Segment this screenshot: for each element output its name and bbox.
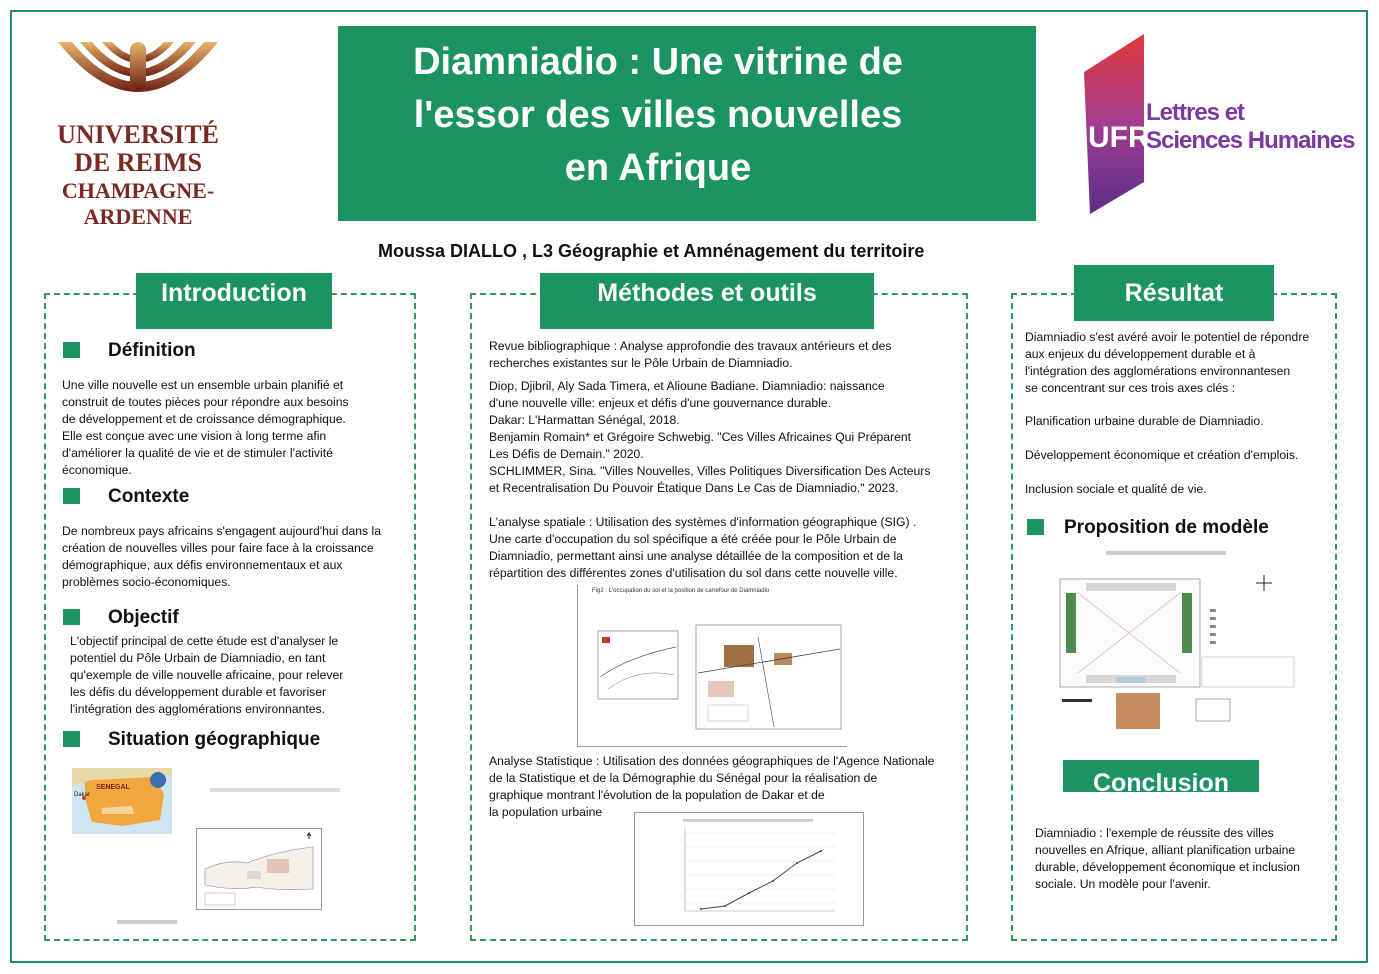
text-line: Diamniadio : l'exemple de réussite des villes bbox=[1035, 826, 1274, 840]
objectif-title: Objectif bbox=[108, 607, 179, 628]
text-line: économique. bbox=[62, 463, 132, 477]
bullet-square-icon bbox=[63, 609, 80, 625]
statistique-text bbox=[489, 753, 934, 821]
bullet-square-icon bbox=[63, 731, 80, 747]
text-line: démographique, aux défis environnementaux et aux bbox=[62, 558, 343, 572]
model-plan-icon bbox=[1054, 553, 1298, 733]
bullet-square-icon bbox=[63, 342, 80, 358]
poster-title-line: l'essor des villes nouvelles bbox=[413, 94, 903, 136]
contexte-text bbox=[62, 523, 381, 591]
text-line: les défis du développement durable et favoriser bbox=[70, 685, 327, 699]
land-use-map-icon bbox=[578, 597, 848, 747]
text-line: Diop, Djibril, Aly Sada Timera, et Alioune Badiane. Diamniadio: naissance bbox=[489, 379, 885, 393]
result-text bbox=[1025, 329, 1309, 397]
text-line: Benjamin Romain* et Grégoire Schwebig. "Ces Villes Africaines Qui Préparent bbox=[489, 430, 912, 444]
ufr-mark-icon bbox=[1080, 32, 1150, 214]
ufr-lettres-logo bbox=[1080, 32, 1355, 214]
figure-caption: Fig2 : L'occupation du sol et la position de carrefour de Diamniadio bbox=[592, 588, 770, 594]
definition-title: Définition bbox=[108, 340, 196, 361]
text-line: de développement et de croissance démographique. bbox=[62, 412, 346, 426]
bullet-square-icon bbox=[1027, 519, 1044, 535]
text-line: De nombreux pays africains s'engagent aujourd'hui dans la bbox=[62, 524, 382, 538]
land-use-map-figure bbox=[577, 585, 847, 747]
text-line: Revue bibliographique : Analyse approfondie des travaux antérieurs et des bbox=[489, 339, 892, 353]
text-line: SCHLIMMER, Sina. "Villes Nouvelles, Villes Politiques Diversification Des Acteurs bbox=[489, 464, 931, 478]
result-axis-3: Inclusion sociale et qualité de vie. bbox=[1025, 482, 1207, 496]
text-line: graphique montrant l'évolution de la population de Dakar et de bbox=[489, 788, 825, 802]
figure-caption-placeholder bbox=[210, 788, 340, 792]
result-header: Résultat bbox=[1074, 265, 1274, 321]
contexte-title: Contexte bbox=[108, 486, 190, 507]
text-line: Diamniadio, permettant ainsi une analyse détaillée de la composition et de la bbox=[489, 549, 903, 563]
definition-text bbox=[62, 377, 349, 479]
conclusion-text bbox=[1035, 825, 1300, 893]
proposition-title: Proposition de modèle bbox=[1064, 517, 1269, 538]
model-proposal-figure bbox=[1054, 549, 1298, 733]
text-line: Les Défis de Demain." 2020. bbox=[489, 447, 644, 461]
text-line: Analyse Statistique : Utilisation des données géographiques de l'Agence Nationale bbox=[489, 754, 935, 768]
senegal-map-icon bbox=[72, 768, 172, 834]
text-line: d'améliorer la qualité de vie et de stimuler l'activité bbox=[62, 446, 333, 460]
source-caption-placeholder bbox=[117, 920, 177, 924]
text-line: Une carte d'occupation du sol spécifique a été créée pour le Pôle Urbain de bbox=[489, 532, 897, 546]
text-line: qu'exemple de ville nouvelle africaine, pour relever bbox=[70, 668, 344, 682]
references-text bbox=[489, 378, 930, 497]
ufr-logo-line: Lettres et bbox=[1146, 99, 1245, 126]
location-map-icon bbox=[197, 829, 321, 909]
poster-title-box bbox=[338, 26, 1036, 221]
text-line: d'une nouvelle ville: enjeux et défis d'une gouvernance durable. bbox=[489, 396, 832, 410]
situation-title: Situation géographique bbox=[108, 729, 321, 750]
ufr-logo-line: Sciences Humaines bbox=[1146, 127, 1355, 154]
conclusion-header: Conclusion bbox=[1063, 760, 1259, 792]
text-line: L'objectif principal de cette étude est d'analyser le bbox=[70, 634, 339, 648]
map-city-label: Dakar bbox=[74, 792, 91, 798]
text-line: aux enjeux du développement durable et à bbox=[1025, 347, 1256, 361]
poster-title-line: en Afrique bbox=[564, 147, 752, 189]
population-graph-icon bbox=[635, 813, 863, 925]
text-line: Diamniadio s'est avéré avoir le potentiel de répondre bbox=[1025, 330, 1310, 344]
text-line: potentiel du Pôle Urbain de Diamniadio, en tant bbox=[70, 651, 326, 665]
text-line: nouvelles en Afrique, alliant planification urbaine bbox=[1035, 843, 1296, 857]
methods-header: Méthodes et outils bbox=[540, 273, 874, 329]
text-line: et Recentralisation Du Pouvoir Étatique Dans Le Cas de Diamniadio." 2023. bbox=[489, 481, 899, 495]
introduction-header: Introduction bbox=[136, 273, 332, 329]
poster-title-line: Diamniadio : Une vitrine de bbox=[413, 41, 903, 83]
text-line: construit de toutes pièces pour répondre aux besoins bbox=[62, 395, 349, 409]
text-line: Dakar: L'Harmattan Sénégal, 2018. bbox=[489, 413, 680, 427]
result-axis-1: Planification urbaine durable de Diamniadio. bbox=[1025, 414, 1264, 428]
diamniadio-location-map bbox=[196, 828, 322, 910]
text-line: Elle est conçue avec une vision à long terme afin bbox=[62, 429, 327, 443]
text-line: L'analyse spatiale : Utilisation des systèmes d'information géographique (SIG) . bbox=[489, 515, 917, 529]
text-line: durable, développement économique et inclusion bbox=[1035, 860, 1300, 874]
spatiale-text bbox=[489, 514, 916, 582]
text-line: la population urbaine bbox=[489, 805, 603, 819]
reims-emblem-icon bbox=[18, 22, 258, 122]
text-line: l'intégration des agglomérations environnantes. bbox=[70, 702, 326, 716]
text-line: problèmes socio-économiques. bbox=[62, 575, 231, 589]
bullet-square-icon bbox=[63, 488, 80, 504]
result-axis-2: Développement économique et création d'emplois. bbox=[1025, 448, 1299, 462]
text-line: répartition des différentes zones d'utilisation du sol dans cette nouvelle ville. bbox=[489, 566, 898, 580]
reims-logo-line: CHAMPAGNE-ARDENNE bbox=[61, 178, 215, 229]
objectif-text bbox=[70, 633, 343, 718]
senegal-map-image bbox=[72, 768, 172, 834]
map-country-label: SENEGAL bbox=[96, 784, 130, 791]
text-line: Une ville nouvelle est un ensemble urbain planifié et bbox=[62, 378, 344, 392]
text-line: se concentrant sur ces trois axes clés : bbox=[1025, 381, 1235, 395]
text-line: de la Statistique et de la Démographie du Sénégal pour la réalisation de bbox=[489, 771, 878, 785]
author-line: Moussa DIALLO , L3 Géographie et Amnénagement du territoire bbox=[378, 241, 925, 261]
reims-logo-line: DE REIMS bbox=[74, 148, 202, 177]
universite-reims-logo bbox=[18, 22, 258, 229]
revue-text bbox=[489, 338, 891, 372]
reims-logo-line: UNIVERSITÉ bbox=[57, 120, 219, 149]
svg-text:UFR: UFR bbox=[1088, 121, 1150, 154]
text-line: sociale. Un modèle pour l'avenir. bbox=[1035, 877, 1211, 891]
text-line: recherches existantes sur le Pôle Urbain de Diamniadio. bbox=[489, 356, 793, 370]
text-line: création de nouvelles villes pour faire face à la croissance bbox=[62, 541, 374, 555]
text-line: l'intégration des agglomérations environnantesen bbox=[1025, 364, 1291, 378]
population-graph-figure bbox=[634, 812, 864, 926]
